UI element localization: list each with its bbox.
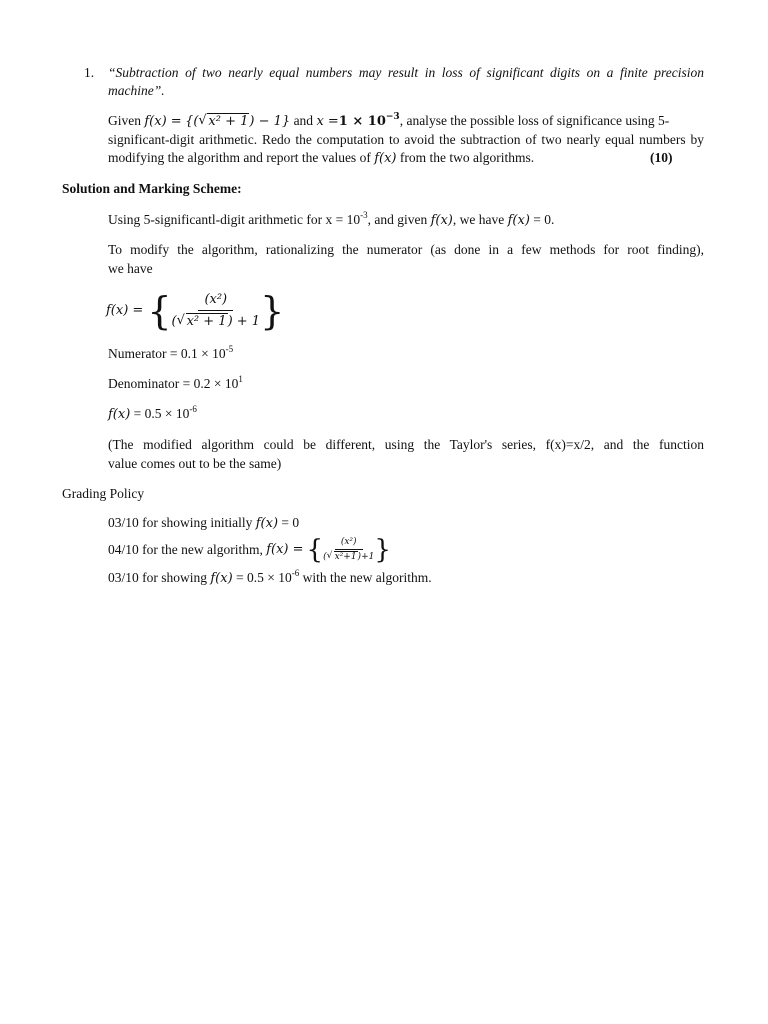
question-line3: modifying the algorithm and report the values of f(x) from the two algorithms.	[108, 150, 535, 166]
question-given-line	[108, 112, 704, 131]
fx-symbol: f(x) =	[106, 303, 144, 318]
fx-symbol: f(x)	[255, 516, 279, 531]
given-tail: , analyse the possible loss of significance using 5-	[399, 113, 670, 128]
grading-item-2: 04/10 for the new algorithm, f(x) = { (x²) ( √ x²+1)+1 }	[108, 535, 391, 565]
fx-symbol: f(x) =	[266, 542, 304, 557]
fx-symbol: f(x)	[507, 213, 530, 228]
formula-denominator: ( √ x² + 1) + 1	[171, 313, 261, 329]
numerator-line: Numerator = $0.1 \times 10^{-5}$	[108, 344, 234, 361]
x-equals: x =	[316, 114, 339, 129]
sqrt-sign: √ x² + 1	[198, 113, 249, 129]
modified-formula: f(x) = { (x²) ( √ x² + 1) + 1 }	[106, 289, 285, 333]
given-word: Given	[108, 113, 141, 128]
formula-fraction	[172, 291, 261, 331]
question-quote-line2: machine”.	[108, 83, 165, 98]
solution-paragraph-2-line1: To modify the algorithm, rationalizing the numerator (as done in a few methods for root finding),	[108, 242, 704, 257]
x-value: $1 \times 10^{-3}$	[338, 112, 400, 129]
and-word: and	[293, 113, 314, 128]
question-quote-line1: “Subtraction of two nearly equal numbers may result in loss of significant digits on a finite precision	[108, 65, 704, 80]
question-line2: significant-digit arithmetic. Redo the computation to avoid the subtraction of two nearly equal numbers by	[108, 132, 704, 147]
fx-symbol: f(x)	[210, 571, 233, 586]
grading-heading: Grading Policy	[62, 486, 145, 501]
grading-item-3: 03/10 for showing $f(x) = 0.5 \times 10^{-6}$ with the new algorithm.	[108, 568, 432, 586]
formula-numerator: (x²)	[198, 291, 233, 311]
solution-paragraph-2-line2: we have	[108, 261, 153, 276]
solution-heading: Solution and Marking Scheme:	[62, 181, 242, 196]
fx-symbol: f(x)	[374, 151, 397, 166]
fx-symbol: f(x) =	[144, 114, 182, 129]
grading-item-1: 03/10 for showing initially f(x) = 0	[108, 515, 300, 531]
question-marks: (10)	[650, 150, 673, 165]
result-line: $f(x) = 0.5 \times 10^{-6}$	[108, 404, 197, 422]
note-line2: value comes out to be the same)	[108, 456, 282, 471]
question-number: 1.	[84, 65, 95, 80]
denominator-line: Denominator = $0.2 \times 10^1$	[108, 374, 243, 391]
note-line1: (The modified algorithm could be different, using the Taylor's series, f(x)=x/2, and the function	[108, 437, 704, 452]
fx-symbol: f(x)	[108, 407, 131, 422]
given-expression: {( √ x² + 1) − 1}	[185, 113, 291, 129]
small-fraction: (x²) ( √ x²+1)+1	[323, 537, 375, 562]
fx-symbol: f(x)	[430, 213, 453, 228]
solution-paragraph-1: Using 5-significantl-digit arithmetic for $x = 10^{-3}$, and given f(x), we have f(x) = 0.	[108, 210, 555, 228]
